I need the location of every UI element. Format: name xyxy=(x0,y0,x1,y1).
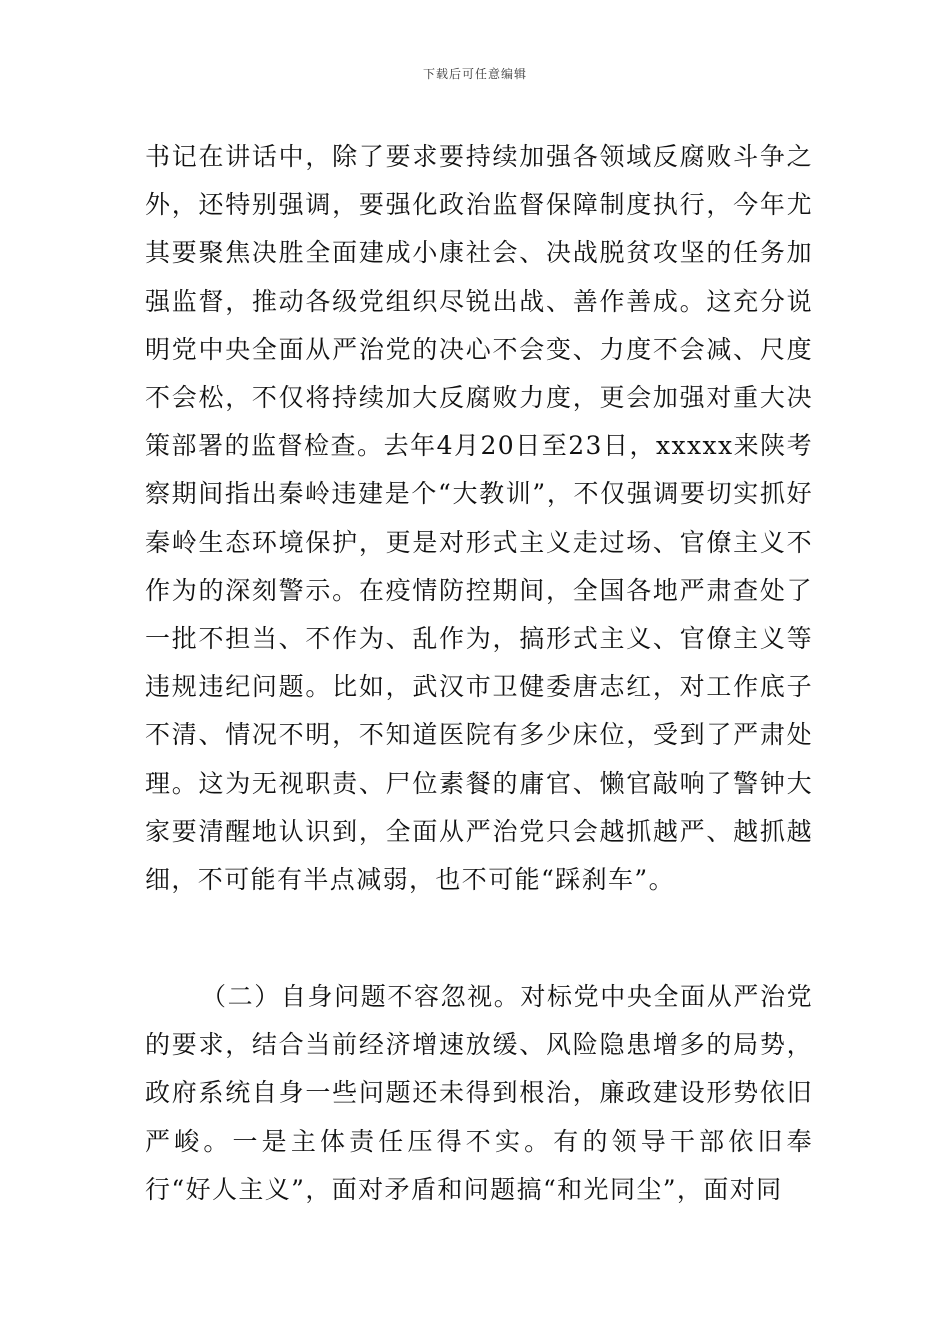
body-paragraph-2: （二）自身问题不容忽视。对标党中央全面从严治党的要求，结合当前经济增速放缓、风险隐患增多的局势，政府系统自身一些问题还未得到根治，廉政建设形势依旧严峻。一是主体责任压得不实。有的领导干部依旧奉行“好人主义”，面对矛盾和问题搞“和光同尘”，面对同 xyxy=(145,982,813,1204)
body-paragraph-1: 书记在讲话中，除了要求要持续加强各领域反腐败斗争之外，还特别强调，要强化政治监督保障制度执行，今年尤其要聚焦决胜全面建成小康社会、决战脱贫攻坚的任务加强监督，推动各级党组织尽锐出战、善作善成。这充分说明党中央全面从严治党的决心不会变、力度不会减、尺度不会松，不仅将持续加大反腐败力度，更会加强对重大决策部署的监督检查。去年4月20日至23日，xxxxx来陕考察期间指出秦岭违建是个“大教训”，不仅强调要切实抓好秦岭生态环境保护，更是对形式主义走过场、官僚主义不作为的深刻警示。在疫情防控期间，全国各地严肃查处了一批不担当、不作为、乱作为，搞形式主义、官僚主义等违规违纪问题。比如，武汉市卫健委唐志红，对工作底子不清、情况不明，不知道医院有多少床位，受到了严肃处理。这为无视职责、尸位素餐的庸官、懒官敲响了警钟大家要清醒地认识到，全面从严治党只会越抓越严、越抓越细，不可能有半点减弱，也不可能“踩刹车”。 xyxy=(145,142,813,895)
page-header-note: 下载后可任意编辑 xyxy=(422,67,527,81)
